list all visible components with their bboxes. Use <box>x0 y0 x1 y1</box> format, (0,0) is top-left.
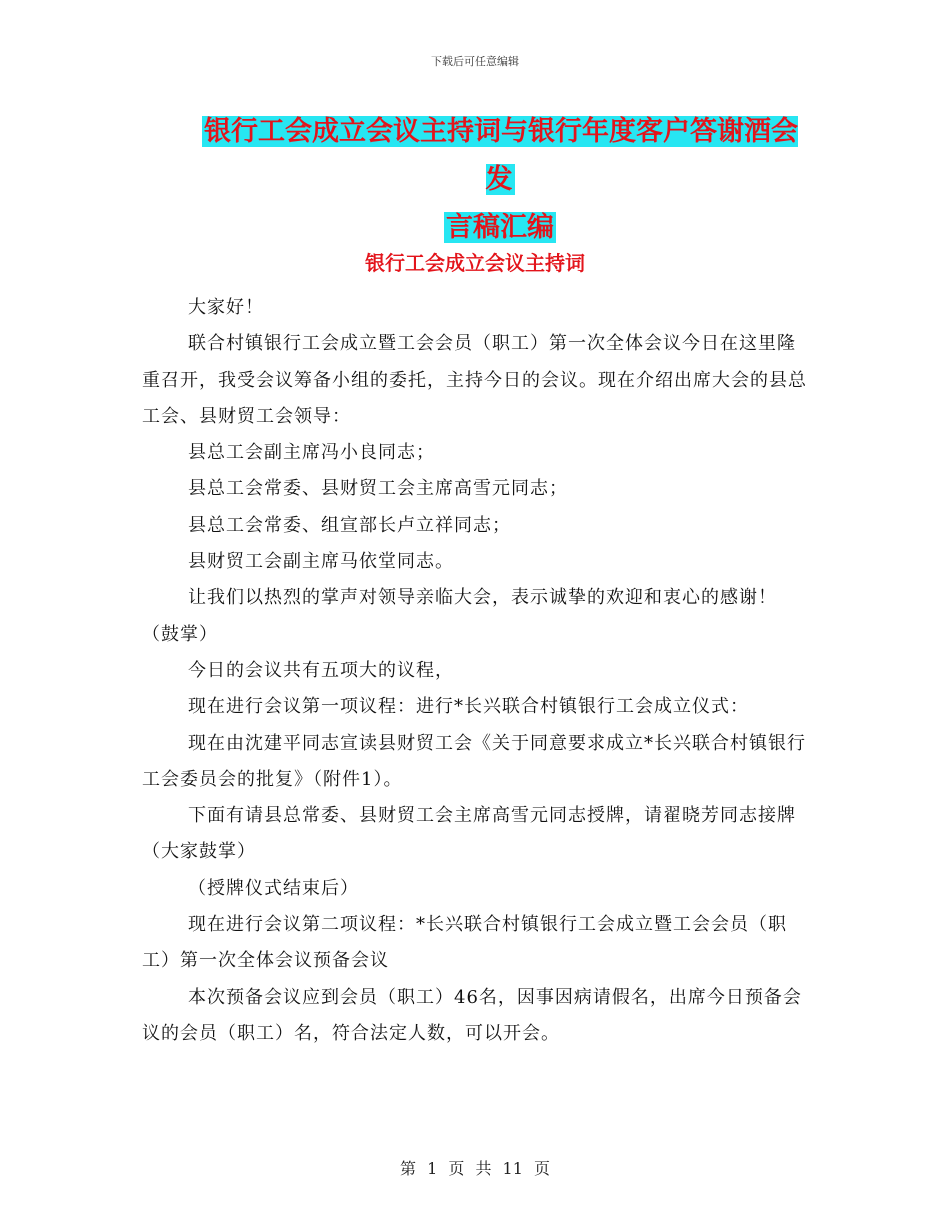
paragraph: 下面有请县总常委、县财贸工会主席高雪元同志授牌，请翟晓芳同志接牌（大家鼓掌） <box>142 805 796 863</box>
paragraph: 让我们以热烈的掌声对领导亲临大会，表示诚挚的欢迎和衷心的感谢！（鼓掌） <box>142 587 777 645</box>
document-title <box>190 108 810 252</box>
paragraph: 现在由沈建平同志宣读县财贸工会《关于同意要求成立*长兴联合村镇银行工会委员会的批复》（附件1）。 <box>142 732 806 790</box>
paragraph: 县总工会常委、组宣部长卢立祥同志； <box>188 514 511 536</box>
section-subtitle: 银行工会成立会议主持词 <box>365 251 585 275</box>
document-body <box>142 290 812 1052</box>
paragraph: 现在进行会议第一项议程：进行*长兴联合村镇银行工会成立仪式： <box>188 696 749 718</box>
paragraph: 现在进行会议第二项议程：*长兴联合村镇银行工会成立暨工会会员（职工）第一次全体会议预备会议 <box>142 914 787 972</box>
page-header: 下载后可任意编辑 <box>431 55 519 68</box>
paragraph: 联合村镇银行工会成立暨工会会员（职工）第一次全体会议今日在这里隆重召开，我受会议筹备小组的委托，主持今日的会议。现在介绍出席大会的县总工会、县财贸工会领导： <box>142 333 807 427</box>
paragraph: 县财贸工会副主席马依堂同志。 <box>188 551 454 573</box>
paragraph: 县总工会副主席冯小良同志； <box>188 442 435 464</box>
paragraph: 本次预备会议应到会员（职工）46名，因事因病请假名，出席今日预备会议的会员（职工）名，符合法定人数，可以开会。 <box>142 986 802 1044</box>
title-line-1: 银行工会成立会议主持词与银行年度客户答谢酒会发 <box>204 116 798 195</box>
paragraph: 县总工会常委、县财贸工会主席高雪元同志； <box>188 478 568 500</box>
title-line-2: 言稿汇编 <box>446 212 554 243</box>
paragraph: 今日的会议共有五项大的议程， <box>188 659 454 681</box>
paragraph: 大家好！ <box>188 297 264 318</box>
paragraph: （授牌仪式结束后） <box>188 877 359 899</box>
page-number: 第 1 页 共 11 页 <box>400 1159 550 1178</box>
